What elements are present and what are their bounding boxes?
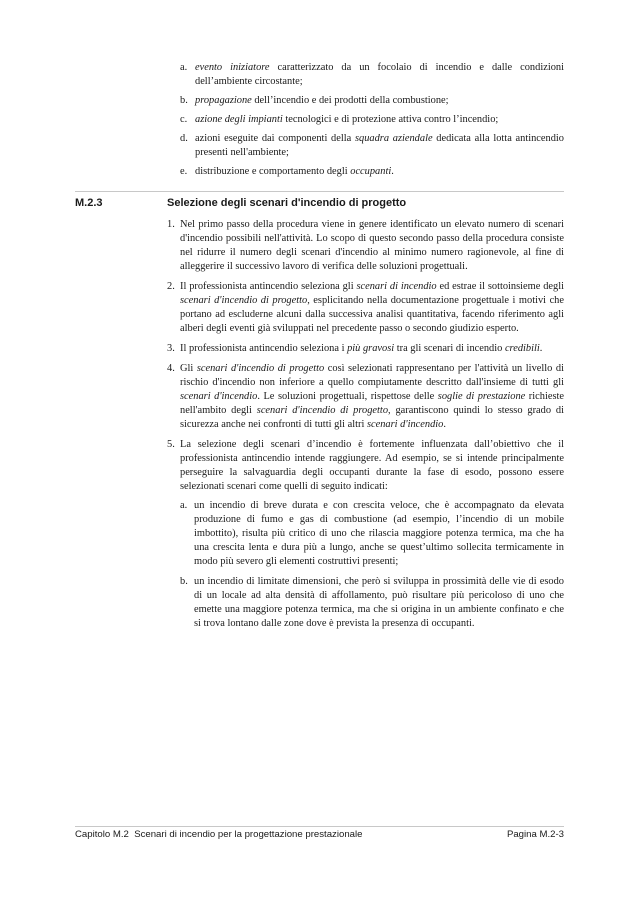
emphasis-text: scenari d'incendio di progetto [180,295,308,306]
list-item-label: 3. [167,343,175,354]
section-divider [75,191,564,192]
list-item-label: e. [180,166,188,177]
list-item-text: azione degli impianti tecnologici e di protezione attiva contro l’incendio; [195,114,499,125]
sub-list [180,499,564,631]
intro-list [180,61,564,184]
list-item-label: c. [180,114,188,125]
list-item-label: b. [180,576,188,587]
list-item-text: propagazione dell’incendio e dei prodotti della combustione; [195,95,449,106]
list-item-label: a. [180,62,188,73]
list-item-text: La selezione degli scenari d’incendio è fortemente influenzata dall’obiettivo che il professionista antincendio intende raggiungere. Ad esempio, se si intende principalmente perseguire la salvaguardia degli occupanti durante la fase di esodo, possono essere selezionati scenari come quelli di seguito indicati: a. un incendio di breve durata e con crescita veloce, che è accompagnato da elevata produzione di fumo e gas di combustione (ad esempio, l’incendio di un mobile imbottito), risulta più critico di uno che rilascia maggiore potenza termica, ma che ha una crescita lenta e dura più a lungo, anche se quest’ultimo sollecita termicamente in modo più severo gli elementi costruttivi presenti; b. un incendio di limitate dimensioni, che però si sviluppa in prossimità delle vie di esodo di un locale ad alta densità di affollamento, può risultare più pericoloso di uno che emette una maggiore potenza termica, ma che si origina in un ambiente confinato e che si trova lontano dalle zone dove è prevista la presenza di occupanti. [180,439,564,629]
list-item-label: 2. [167,281,175,292]
list-item-text: distribuzione e comportamento degli occupanti. [195,166,394,177]
emphasis-text: propagazione [195,95,252,106]
list-item-text: Il professionista antincendio seleziona gli scenari di incendio ed estrae il sottoinsieme degli scenari d'incendio di progetto, esplicitando nella documentazione progettuale i motivi che portano ad escluderne alcuni dalla successiva analisi quantitativa, facendo riferimento agli alberi degli eventi già sviluppati nel precedente passo o secondo giudizio esperto. [180,281,564,334]
sub-list-item [180,499,564,569]
emphasis-text: credibili [504,343,540,354]
footer-chapter: Capitolo M.2 Scenari di incendio per la progettazione prestazionale [75,829,363,840]
section-number: M.2.3 [75,197,103,209]
list-item-label: 1. [167,219,175,230]
emphasis-text: più gravosi [347,343,395,354]
list-item-text: azioni eseguite dai componenti della squadra aziendale dedicata alla lotta antincendio presenti nell'ambiente; [195,133,564,158]
emphasis-text: evento iniziatore [195,62,270,73]
list-item-text: un incendio di breve durata e con crescita veloce, che è accompagnato da elevata produzione di fumo e gas di combustione (ad esempio, l’incendio di un mobile imbottito), risulta più critico di uno che rilascia maggiore potenza termica, ma che ha una crescita lenta e dura più a lungo, anche se quest’ultimo sollecita termicamente in modo più severo gli elementi costruttivi presenti; [194,500,564,567]
numbered-list-item [167,438,564,637]
emphasis-text: scenari d'incendio [180,391,258,402]
list-item-label: d. [180,133,188,144]
emphasis-text: azione degli impianti [195,114,283,125]
list-item-label: b. [180,95,188,106]
intro-list-item [180,61,564,89]
intro-list-item [180,165,564,179]
emphasis-text: scenari d'incendio di progetto [196,363,325,374]
list-item-text: un incendio di limitate dimensioni, che però si sviluppa in prossimità delle vie di esodo di un locale ad alta densità di affollamento, può risultare più pericoloso di uno che emette una maggiore potenza termica, ma che si origina in un ambiente confinato e che si trova lontano dalle zone dove è prevista la presenza di occupanti. [194,576,564,629]
numbered-list-item [167,362,564,432]
footer-page-number: Pagina M.2-3 [506,829,564,840]
list-item-label: 5. [167,439,175,450]
emphasis-text: soglie di prestazione [437,391,526,402]
emphasis-text: scenari di incendio [356,281,437,292]
list-item-text: evento iniziatore caratterizzato da un focolaio di incendio e dalle condizioni dell’ambiente circostante; [195,62,564,87]
numbered-list-item [167,218,564,274]
numbered-list [167,218,564,643]
list-item-text: Gli scenari d'incendio di progetto così selezionati rappresentano per l'attività un livello di rischio d'incendio non inferiore a quello compiutamente descritto dall'insieme di tutti gli scenari d'incendio. Le soluzioni progettuali, rispettose delle soglie di prestazione richieste nell'ambito degli scenari d'incendio di progetto, garantiscono quindi lo stesso grado di sicurezza anche nei confronti di tutti gli altri scenari d'incendio. [180,363,564,430]
list-item-label: 4. [167,363,175,374]
footer-divider [75,826,564,827]
intro-list-item [180,94,564,108]
intro-list-item [180,132,564,160]
numbered-list-item [167,280,564,336]
emphasis-text: occupanti [350,166,392,177]
section-title: Selezione degli scenari d'incendio di progetto [167,197,407,209]
intro-list-item [180,113,564,127]
emphasis-text: squadra aziendale [354,133,433,144]
list-item-label: a. [180,500,188,511]
numbered-list-item [167,342,564,356]
list-item-text: Nel primo passo della procedura viene in genere identificato un elevato numero di scenari d'incendio possibili nell'attività. Lo scopo di questo secondo passo della procedura consiste nel ridurre il numero degli scenari d'incendio al minimo numero ragionevole, al fine di alleggerire il successivo lavoro di verifica delle soluzioni progettuali. [180,219,564,272]
emphasis-text: scenari d'incendio [366,419,444,430]
sub-list-item [180,575,564,631]
list-item-text: Il professionista antincendio seleziona i più gravosi tra gli scenari di incendio credibili. [180,343,543,354]
emphasis-text: scenari d'incendio di progetto [256,405,389,416]
